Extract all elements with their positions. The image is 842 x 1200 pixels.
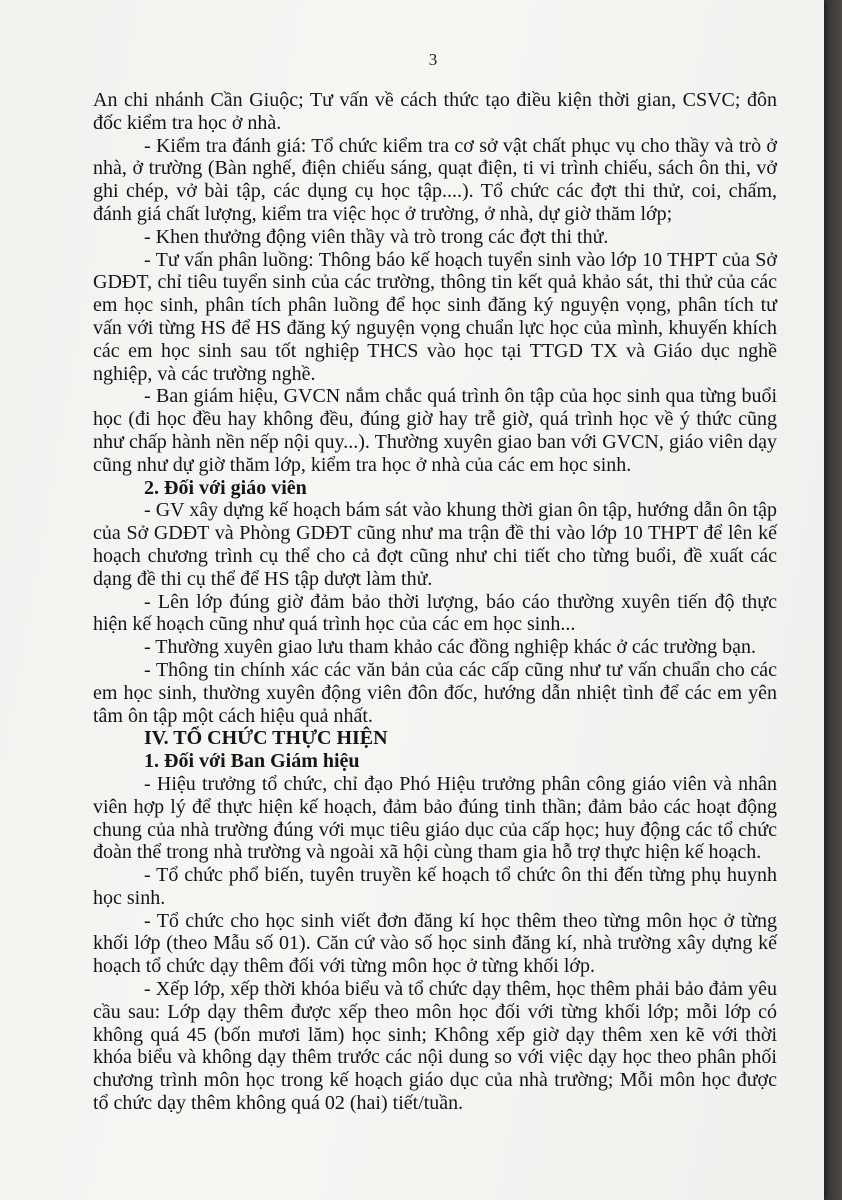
paragraph: - Thông tin chính xác các văn bản của các cấp cũng như tư vấn chuẩn cho các em học sinh, thường xuyên động viên đôn đốc, hướng dẫn nhiệt tình để các em yên tâm ôn tập một cách hiệu quả nhất.	[93, 658, 777, 727]
paragraph: - Tư vấn phân luồng: Thông báo kế hoạch tuyển sinh vào lớp 10 THPT của Sở GDĐT, chỉ tiêu tuyển sinh của các trường, thông tin kết quả khảo sát, thi thử của các em học sinh, phân tích phân luồng để học sinh đăng ký nguyện vọng, phân tích tư vấn với từng HS để HS đăng ký nguyện vọng chuẩn lực học của mình, khuyến khích các em học sinh sau tốt nghiệp THCS vào học tại TTGD TX và Giáo dục nghề nghiệp, và các trường nghề.	[93, 248, 777, 385]
section-heading-board: 1. Đối với Ban Giám hiệu	[144, 750, 360, 773]
document-body	[93, 89, 777, 1115]
paragraph: - Ban giám hiệu, GVCN nắm chắc quá trình ôn tập của học sinh qua từng buổi học (đi học đều hay không đều, đúng giờ hay trễ giờ, quá trình học về ý thức cũng như chấp hành nền nếp nội quy...). Thường xuyên giao ban với GVCN, giáo viên dạy cũng như dự giờ thăm lớp, kiểm tra học ở nhà của các em học sinh.	[93, 385, 777, 476]
paragraph: - Tổ chức phổ biến, tuyên truyền kế hoạch tổ chức ôn thi đến từng phụ huynh học sinh.	[93, 864, 777, 909]
paragraph: - Khen thưởng động viên thầy và trò trong các đợt thi thử.	[144, 225, 609, 248]
paragraph: - Thường xuyên giao lưu tham khảo các đồng nghiệp khác ở các trường bạn.	[144, 636, 757, 659]
paragraph: - Xếp lớp, xếp thời khóa biểu và tổ chức dạy thêm, học thêm phải bảo đảm yêu cầu sau: Lớp dạy thêm được xếp theo môn học đối với từng khối lớp; mỗi lớp có không quá 45 (bốn mươi lăm) học sinh; Không xếp giờ dạy thêm xen kẽ với thời khóa biểu và không dạy thêm trước các nội dung so với việc dạy học theo phân phối chương trình môn học trong kế hoạch giáo dục của nhà trường; Mỗi môn học được tổ chức dạy thêm không quá 02 (hai) tiết/tuần.	[93, 978, 777, 1115]
section-heading-implementation: IV. TỔ CHỨC THỰC HIỆN	[144, 727, 388, 750]
paragraph: An chi nhánh Cần Giuộc; Tư vấn về cách thức tạo điều kiện thời gian, CSVC; đôn đốc kiểm tra học ở nhà.	[93, 89, 777, 134]
paragraph: - GV xây dựng kế hoạch bám sát vào khung thời gian ôn tập, hướng dẫn ôn tập của Sở GDĐT và Phòng GDĐT cũng như ma trận đề thi vào lớp 10 THPT để lên kế hoạch chương trình cụ thể cho cả đợt cũng như chi tiết cho từng buổi, đề xuất các dạng đề thi cụ thể để HS tập dượt làm thử.	[93, 499, 777, 590]
paragraph: - Hiệu trưởng tổ chức, chỉ đạo Phó Hiệu trưởng phân công giáo viên và nhân viên hợp lý để thực hiện kế hoạch, đảm bảo đúng tinh thần; đảm bảo các hoạt động chung của nhà trường đúng với mục tiêu giáo dục của cấp học; huy động các tổ chức đoàn thể trong nhà trường và ngoài xã hội cùng tham gia hỗ trợ thực hiện kế hoạch.	[93, 772, 777, 864]
page-number: 3	[428, 50, 438, 69]
paragraph: - Tổ chức cho học sinh viết đơn đăng kí học thêm theo từng môn học ở từng khối lớp (theo Mẫu số 01). Căn cứ vào số học sinh đăng kí, nhà trường xây dựng kế hoạch tổ chức dạy thêm đối với từng môn học ở từng khối lớp.	[93, 909, 777, 978]
paragraph: - Kiểm tra đánh giá: Tổ chức kiểm tra cơ sở vật chất phục vụ cho thầy và trò ở nhà, ở trường (Bàn nghế, điện chiếu sáng, quạt điện, ti vi trình chiếu, sách ôn thi, vở ghi chép, vở bài tập, các dụng cụ học tập....). Tổ chức các đợt thi thử, coi, chấm, đánh giá chất lượng, kiểm tra việc học ở trường, ở nhà, dự giờ thăm lớp;	[93, 134, 777, 225]
paragraph: - Lên lớp đúng giờ đảm bảo thời lượng, báo cáo thường xuyên tiến độ thực hiện kế hoạch cũng như quá trình học của các em học sinh...	[93, 590, 777, 636]
section-heading-teachers: 2. Đối với giáo viên	[144, 476, 307, 499]
